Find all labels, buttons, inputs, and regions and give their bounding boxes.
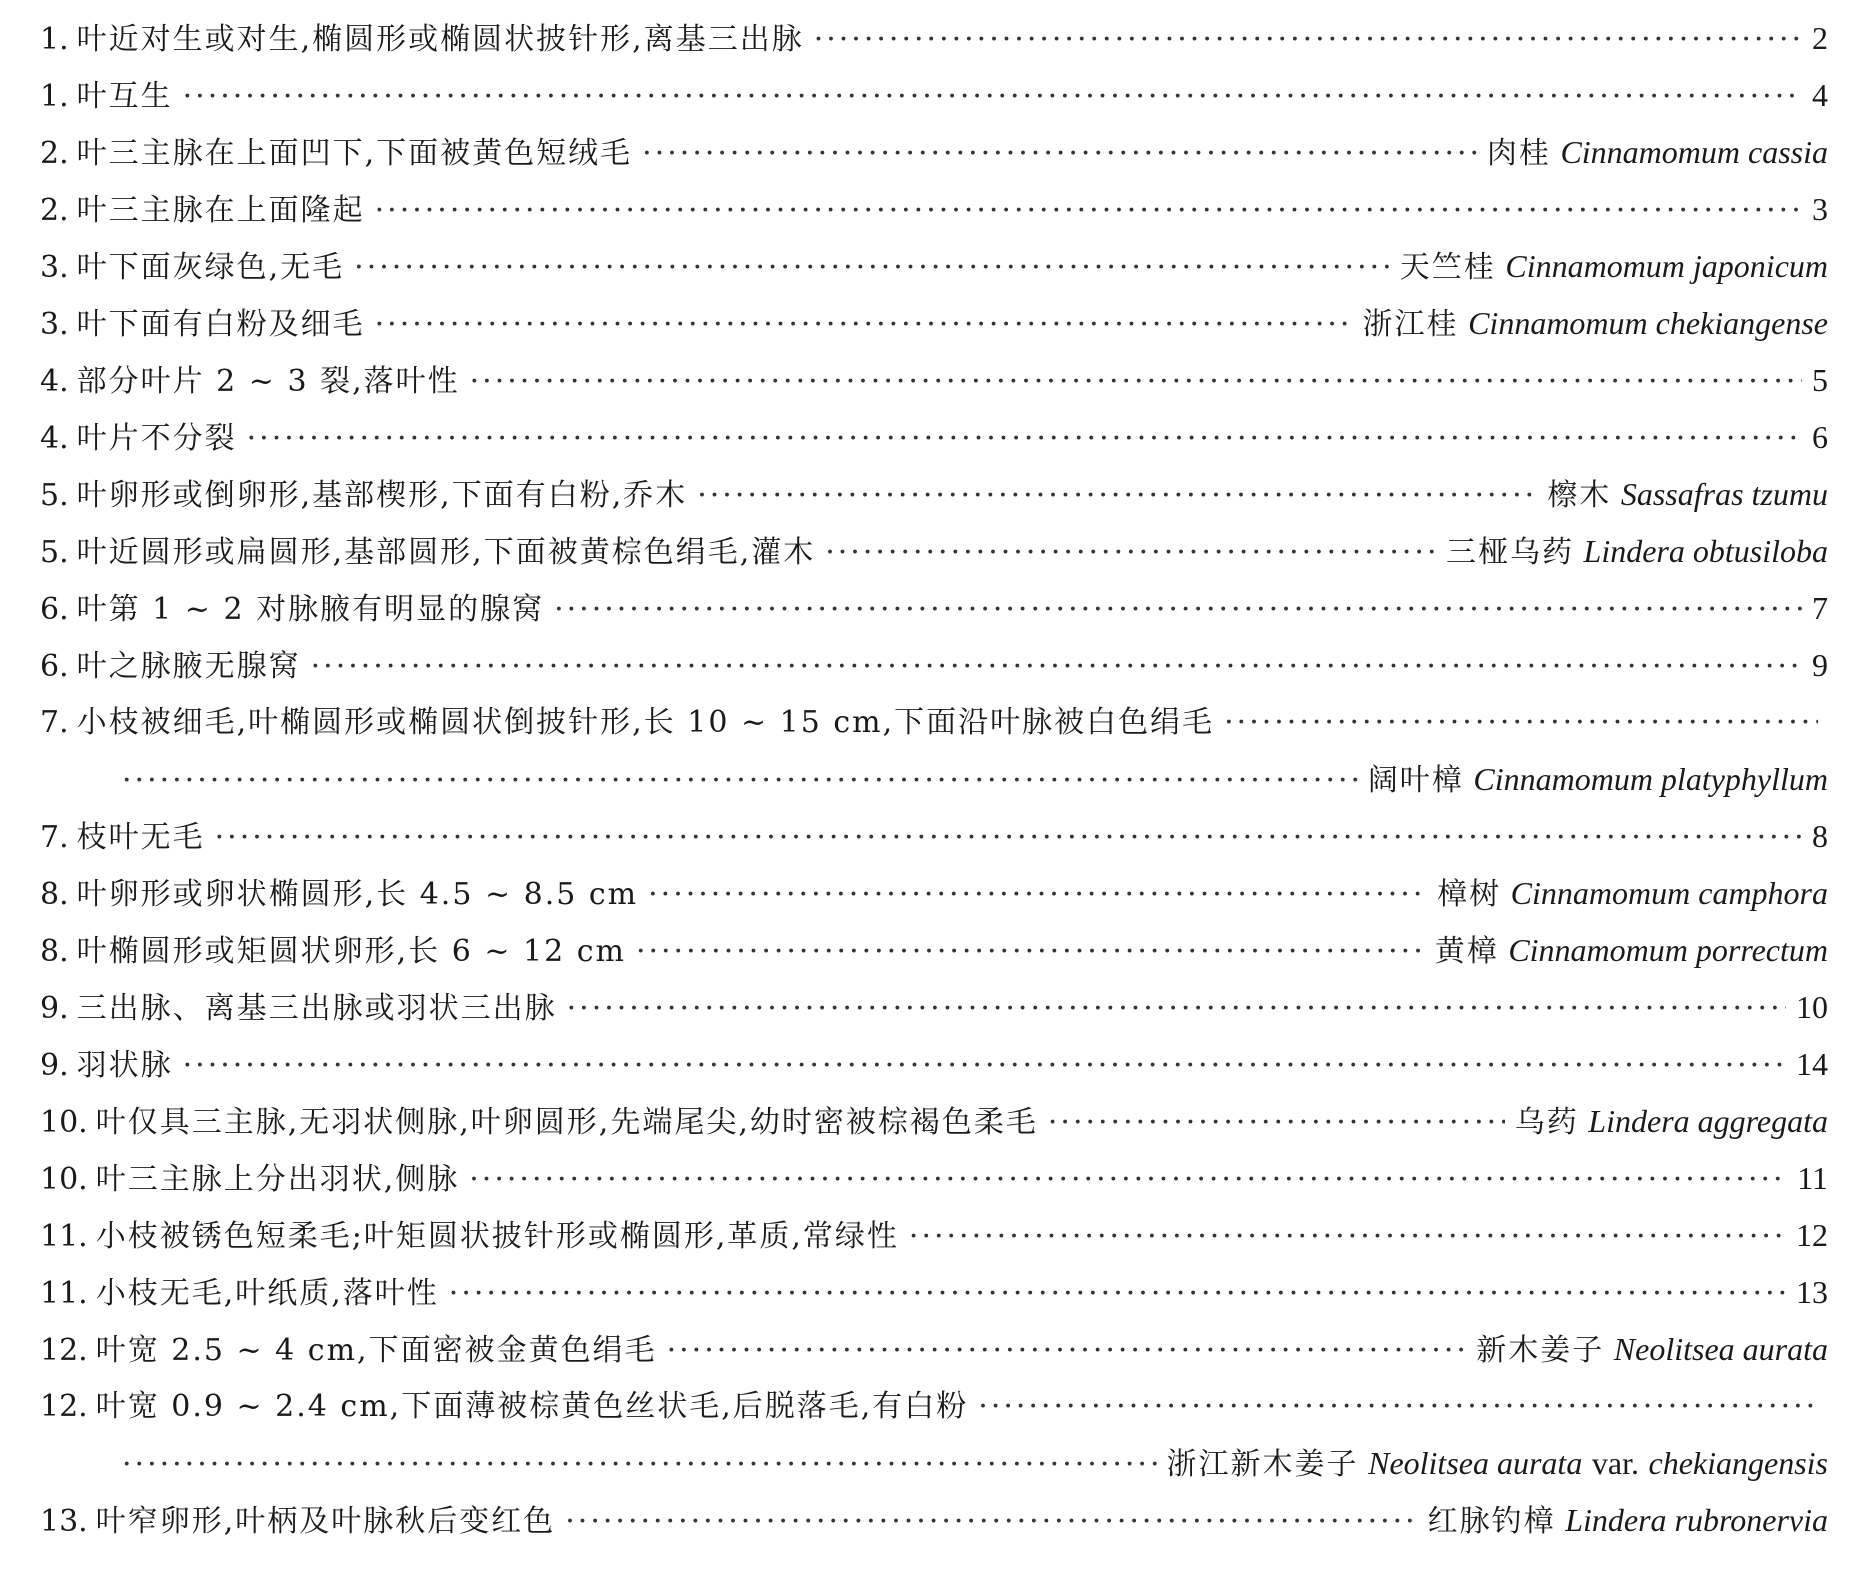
- couplet-description: 部分叶片 2 ~ 3 裂,落叶性: [76, 364, 460, 399]
- couplet-number: 6.: [40, 649, 69, 684]
- key-entry: [40, 1150, 1828, 1207]
- dot-leader: [469, 1151, 1787, 1208]
- next-step-number: 14: [1796, 1046, 1828, 1082]
- key-entry: [40, 1093, 1828, 1150]
- key-line: [40, 1093, 1828, 1150]
- lead-target: [1363, 295, 1828, 353]
- lead-target: [1796, 1207, 1828, 1265]
- dot-leader: [554, 581, 1802, 638]
- couplet-description: 叶近圆形或扁圆形,基部圆形,下面被黄棕色绢毛,灌木: [76, 535, 816, 570]
- lead-target: [1515, 1093, 1828, 1151]
- dichotomous-key: [40, 10, 1828, 1549]
- species-chinese-name: 浙江桂: [1362, 307, 1459, 342]
- lead-target: [1435, 922, 1828, 980]
- species-latin-name: Neolitsea aurata: [1613, 1331, 1828, 1367]
- next-step-number: 11: [1797, 1160, 1828, 1196]
- species-chinese-name: 天竺桂: [1399, 250, 1496, 285]
- species-latin-name: Sassafras tzumu: [1620, 476, 1828, 512]
- couplet-number: 8.: [40, 877, 69, 912]
- couplet-number: 3.: [40, 250, 69, 285]
- species-latin-name: Cinnamomum porrectum: [1508, 932, 1828, 968]
- lead-target: [1796, 1264, 1828, 1322]
- key-line: [40, 1321, 1828, 1378]
- couplet-number: 1.: [40, 79, 69, 114]
- dot-leader: [122, 1436, 1157, 1493]
- key-line: [40, 295, 1828, 352]
- couplet-description: 叶宽 0.9 ~ 2.4 cm,下面薄被棕黄色丝状毛,后脱落毛,有白粉: [95, 1389, 969, 1424]
- key-entry: [40, 694, 1828, 808]
- species-chinese-name: 檫木: [1547, 478, 1612, 513]
- key-line: [40, 979, 1828, 1036]
- key-line: [40, 694, 1828, 751]
- key-line: [40, 181, 1828, 238]
- species-chinese-name: 肉桂: [1486, 136, 1551, 171]
- key-entry: [40, 181, 1828, 238]
- next-step-number: 2: [1812, 20, 1828, 56]
- key-entry: [40, 295, 1828, 352]
- couplet-number: 12.: [40, 1333, 88, 1368]
- dot-leader: [311, 638, 1802, 695]
- dot-leader: [122, 752, 1358, 809]
- lead-target: [1812, 637, 1828, 695]
- dot-leader: [183, 68, 1802, 125]
- dot-leader: [648, 866, 1427, 923]
- couplet-description: 小枝被锈色短柔毛;叶矩圆状披针形或椭圆形,革质,常绿性: [95, 1219, 899, 1254]
- couplet-description: 三出脉、离基三出脉或羽状三出脉: [76, 991, 557, 1026]
- couplet-description: 叶卵形或倒卵形,基部楔形,下面有白粉,乔木: [76, 478, 688, 513]
- next-step-number: 6: [1812, 419, 1828, 455]
- couplet-description: 叶近对生或对生,椭圆形或椭圆状披针形,离基三出脉: [76, 22, 804, 57]
- dot-leader: [354, 239, 1390, 296]
- key-line: [40, 1378, 1828, 1435]
- species-chinese-name: 樟树: [1437, 877, 1502, 912]
- dot-leader: [567, 980, 1786, 1037]
- next-step-number: 5: [1812, 362, 1828, 398]
- key-entry: [40, 1492, 1828, 1549]
- lead-target: [1812, 67, 1828, 125]
- key-line: [40, 352, 1828, 409]
- couplet-number: 7.: [40, 820, 69, 855]
- next-step-number: 13: [1796, 1274, 1828, 1310]
- dot-leader: [1048, 1094, 1505, 1151]
- couplet-number: 8.: [40, 934, 69, 969]
- key-line: [40, 523, 1828, 580]
- couplet-description: 叶椭圆形或矩圆状卵形,长 6 ~ 12 cm: [76, 934, 626, 969]
- dot-leader: [825, 524, 1436, 581]
- couplet-number: 2.: [40, 193, 69, 228]
- key-entry: [40, 865, 1828, 922]
- key-entry: [40, 352, 1828, 409]
- couplet-description: 叶宽 2.5 ~ 4 cm,下面密被金黄色绢毛: [95, 1333, 657, 1368]
- key-line: [40, 67, 1828, 124]
- lead-target: [1167, 1435, 1828, 1493]
- species-latin-name: Neolitsea aurata: [1368, 1445, 1583, 1481]
- key-entry: [40, 1321, 1828, 1378]
- dot-leader: [449, 1265, 1786, 1322]
- dot-leader: [183, 1037, 1786, 1094]
- couplet-description: 叶片不分裂: [76, 421, 237, 456]
- couplet-number: 10.: [40, 1105, 88, 1140]
- couplet-number: 9.: [40, 1048, 69, 1083]
- species-chinese-name: 乌药: [1514, 1105, 1579, 1140]
- lead-target: [1446, 523, 1828, 581]
- key-line: [40, 865, 1828, 922]
- key-entry: [40, 1036, 1828, 1093]
- species-latin-name: Cinnamomum japonicum: [1505, 248, 1828, 284]
- species-chinese-name: 红脉钓樟: [1427, 1504, 1556, 1539]
- key-entry: [40, 922, 1828, 979]
- key-entry: [40, 523, 1828, 580]
- key-line: [40, 1150, 1828, 1207]
- key-entry: [40, 10, 1828, 67]
- lead-target: [1812, 181, 1828, 239]
- key-entry: [40, 67, 1828, 124]
- couplet-description: 叶仅具三主脉,无羽状侧脉,叶卵圆形,先端尾尖,幼时密被棕褐色柔毛: [95, 1105, 1038, 1140]
- couplet-number: 9.: [40, 991, 69, 1026]
- infraspecific-rank: var.: [1591, 1445, 1639, 1481]
- infraspecific-epithet: chekiangensis: [1648, 1445, 1828, 1481]
- couplet-number: 4.: [40, 421, 69, 456]
- dot-leader: [470, 353, 1802, 410]
- key-line: [40, 238, 1828, 295]
- key-entry: [40, 1264, 1828, 1321]
- key-line: [40, 1207, 1828, 1264]
- lead-target: [1476, 1321, 1828, 1379]
- key-entry: [40, 808, 1828, 865]
- couplet-description: 叶之脉腋无腺窝: [76, 649, 301, 684]
- next-step-number: 9: [1812, 647, 1828, 683]
- lead-target: [1487, 124, 1828, 182]
- key-line: [40, 466, 1828, 523]
- species-latin-name: Cinnamomum camphora: [1510, 875, 1828, 911]
- next-step-number: 10: [1796, 989, 1828, 1025]
- dot-leader: [1224, 694, 1818, 751]
- key-line: [40, 10, 1828, 67]
- couplet-description: 叶第 1 ~ 2 对脉腋有明显的腺窝: [76, 592, 545, 627]
- species-latin-name: Lindera obtusiloba: [1583, 533, 1828, 569]
- lead-target: [1428, 1492, 1828, 1550]
- couplet-description: 叶卵形或卵状椭圆形,长 4.5 ~ 8.5 cm: [76, 877, 639, 912]
- lead-target: [1437, 865, 1828, 923]
- species-latin-name: Cinnamomum platyphyllum: [1473, 761, 1828, 797]
- next-step-number: 3: [1812, 191, 1828, 227]
- couplet-number: 6.: [40, 592, 69, 627]
- species-chinese-name: 阔叶樟: [1367, 763, 1464, 798]
- key-line: [40, 1036, 1828, 1093]
- lead-target: [1812, 808, 1828, 866]
- key-line: [40, 1492, 1828, 1549]
- couplet-number: 3.: [40, 307, 69, 342]
- lead-target: [1797, 1150, 1828, 1208]
- dot-leader: [215, 809, 1802, 866]
- couplet-description: 叶三主脉在上面隆起: [76, 193, 365, 228]
- dot-leader: [636, 923, 1425, 980]
- dot-leader: [814, 11, 1802, 68]
- species-latin-name: Cinnamomum cassia: [1560, 134, 1828, 170]
- dot-leader: [978, 1378, 1818, 1435]
- key-entry: [40, 238, 1828, 295]
- couplet-description: 枝叶无毛: [76, 820, 205, 855]
- species-chinese-name: 浙江新木姜子: [1166, 1447, 1359, 1482]
- key-line: [40, 637, 1828, 694]
- key-line: [40, 124, 1828, 181]
- key-entry: [40, 979, 1828, 1036]
- key-line: [40, 409, 1828, 466]
- key-entry: [40, 466, 1828, 523]
- lead-target: [1796, 979, 1828, 1037]
- dot-leader: [565, 1493, 1417, 1550]
- key-entry: [40, 124, 1828, 181]
- couplet-number: 11.: [40, 1276, 88, 1311]
- dot-leader: [247, 410, 1802, 467]
- dot-leader: [375, 296, 1353, 353]
- couplet-number: 12.: [40, 1389, 88, 1424]
- dot-leader: [642, 125, 1477, 182]
- lead-target: [1812, 580, 1828, 638]
- lead-target: [1368, 751, 1828, 809]
- couplet-description: 叶互生: [76, 79, 173, 114]
- couplet-description: 叶窄卵形,叶柄及叶脉秋后变红色: [95, 1504, 556, 1539]
- couplet-number: 5.: [40, 478, 69, 513]
- key-line: [40, 580, 1828, 637]
- couplet-description: 小枝被细毛,叶椭圆形或椭圆状倒披针形,长 10 ~ 15 cm,下面沿叶脉被白色绢毛: [76, 705, 1215, 740]
- species-latin-name: Lindera rubronervia: [1565, 1502, 1828, 1538]
- lead-target: [1812, 10, 1828, 68]
- couplet-description: 叶下面有白粉及细毛: [76, 307, 365, 342]
- couplet-description: 叶三主脉上分出羽状,侧脉: [95, 1162, 460, 1197]
- key-entry: [40, 409, 1828, 466]
- dot-leader: [697, 467, 1537, 524]
- lead-target: [1547, 466, 1828, 524]
- lead-target: [1812, 409, 1828, 467]
- couplet-number: 11.: [40, 1219, 88, 1254]
- couplet-number: 5.: [40, 535, 69, 570]
- species-latin-name: Lindera aggregata: [1588, 1103, 1828, 1139]
- dot-leader: [909, 1208, 1786, 1265]
- species-chinese-name: 黄樟: [1434, 934, 1499, 969]
- key-entry: [40, 637, 1828, 694]
- species-chinese-name: 三桠乌药: [1445, 535, 1574, 570]
- next-step-number: 7: [1812, 590, 1828, 626]
- lead-target: [1400, 238, 1828, 296]
- couplet-description: 叶下面灰绿色,无毛: [76, 250, 345, 285]
- key-line: [40, 808, 1828, 865]
- next-step-number: 12: [1796, 1217, 1828, 1253]
- couplet-description: 叶三主脉在上面凹下,下面被黄色短绒毛: [76, 136, 633, 171]
- key-line: [40, 1264, 1828, 1321]
- couplet-number: 4.: [40, 364, 69, 399]
- couplet-description: 羽状脉: [76, 1048, 173, 1083]
- dot-leader: [375, 182, 1802, 239]
- couplet-number: 1.: [40, 22, 69, 57]
- key-line: [40, 922, 1828, 979]
- next-step-number: 4: [1812, 77, 1828, 113]
- couplet-number: 7.: [40, 705, 69, 740]
- lead-target: [1796, 1036, 1828, 1094]
- key-entry: [40, 1378, 1828, 1492]
- species-chinese-name: 新木姜子: [1476, 1333, 1605, 1368]
- key-entry: [40, 1207, 1828, 1264]
- couplet-number: 10.: [40, 1162, 88, 1197]
- dot-leader: [667, 1322, 1467, 1379]
- key-line-continuation: [40, 1435, 1828, 1492]
- couplet-number: 2.: [40, 136, 69, 171]
- key-line-continuation: [40, 751, 1828, 808]
- species-latin-name: Cinnamomum chekiangense: [1468, 305, 1828, 341]
- next-step-number: 8: [1812, 818, 1828, 854]
- lead-target: [1812, 352, 1828, 410]
- couplet-number: 13.: [40, 1504, 88, 1539]
- key-entry: [40, 580, 1828, 637]
- couplet-description: 小枝无毛,叶纸质,落叶性: [95, 1276, 439, 1311]
